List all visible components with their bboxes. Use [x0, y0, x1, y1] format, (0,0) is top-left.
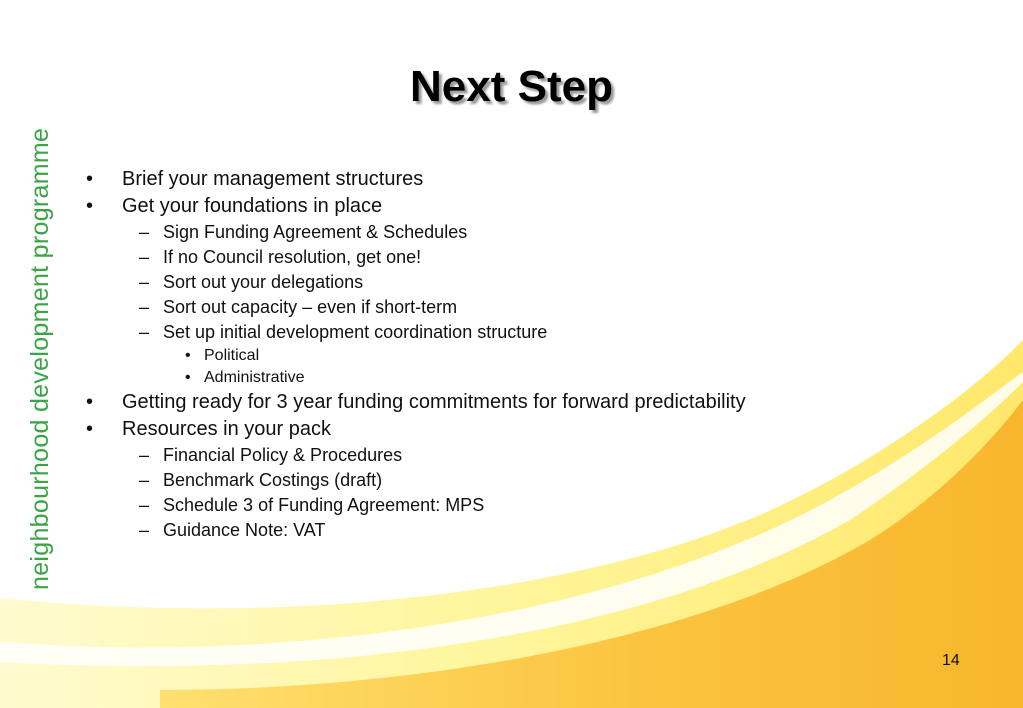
bullet-item-level-3: • Administrative: [82, 367, 902, 389]
bullet-list: [82, 166, 902, 543]
bullet-item-level-1: • Get your foundations in place: [82, 193, 902, 220]
bullet-item-level-2: – Benchmark Costings (draft): [82, 468, 902, 493]
bullet-item-level-1: • Resources in your pack: [82, 416, 902, 443]
programme-side-label: neighbourhood development programme: [26, 127, 54, 590]
bullet-item-level-2: – Set up initial development coordination structure: [82, 320, 902, 345]
bullet-item-level-3: • Political: [82, 345, 902, 367]
bullet-item-level-2: – Schedule 3 of Funding Agreement: MPS: [82, 493, 902, 518]
bullet-item-level-2: – Sort out your delegations: [82, 270, 902, 295]
bullet-item-level-1: • Brief your management structures: [82, 166, 902, 193]
slide-title: Next Step: [410, 62, 613, 111]
bullet-item-level-2: – Financial Policy & Procedures: [82, 443, 902, 468]
page-number: 14: [942, 652, 960, 669]
bullet-item-level-1: • Getting ready for 3 year funding commitments for forward predictability: [82, 389, 902, 416]
bullet-item-level-2: – If no Council resolution, get one!: [82, 245, 902, 270]
bullet-item-level-2: – Sort out capacity – even if short-term: [82, 295, 902, 320]
bullet-item-level-2: – Sign Funding Agreement & Schedules: [82, 220, 902, 245]
bullet-item-level-2: – Guidance Note: VAT: [82, 518, 902, 543]
